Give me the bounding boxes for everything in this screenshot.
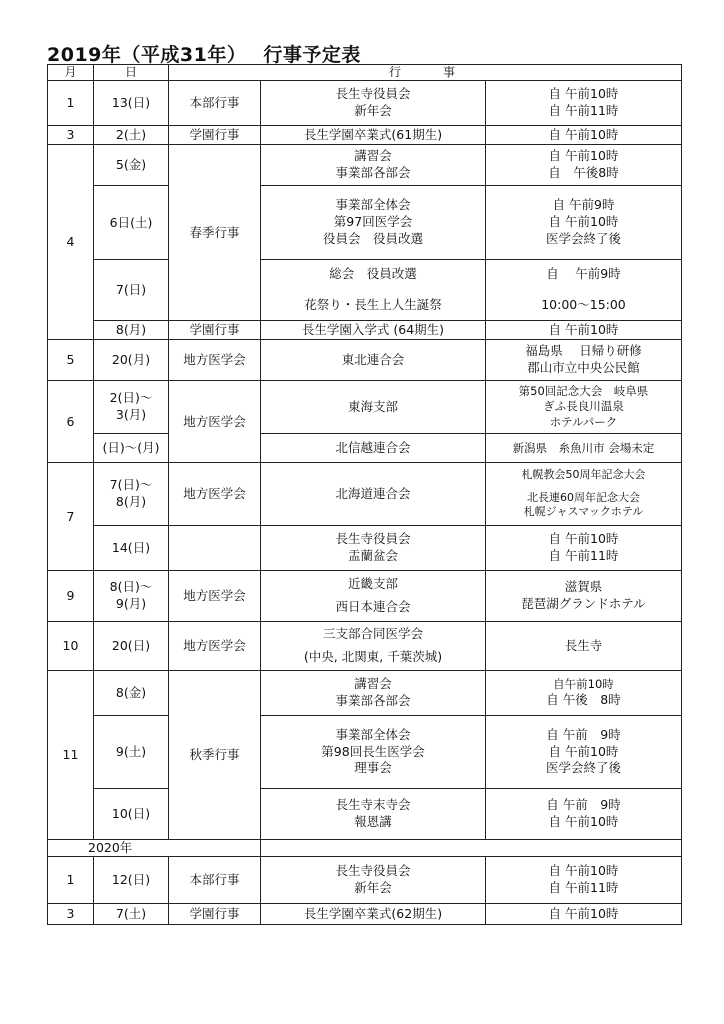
table-row [48, 463, 682, 526]
category-cell: 学園行事 [169, 321, 261, 340]
event-cell: 東海支部 [261, 381, 486, 434]
time-cell: 自 午前10時 [486, 321, 682, 340]
event-cell: 北信越連合会 [261, 434, 486, 463]
event-cell: 長生寺役員会 新年会 [261, 81, 486, 126]
category-cell: 地方医学会 [169, 571, 261, 622]
month-cell: 3 [48, 126, 94, 145]
month-cell: 1 [48, 856, 94, 903]
event-cell: 総会 役員改選 花祭り・長生上人生誕祭 [261, 260, 486, 321]
time-cell: 自 午前10時 自 午前11時 [486, 856, 682, 903]
header-event: 行 事 [169, 65, 682, 81]
year-blank [261, 840, 682, 857]
day-cell: 2(日)～ 3(月) [94, 381, 169, 434]
event-cell: 長生寺末寺会 報恩講 [261, 789, 486, 840]
table-row [48, 81, 682, 126]
header-day: 日 [94, 65, 169, 81]
time-cell: 自 午前 9時 自 午前10時 [486, 789, 682, 840]
time-cell: 札幌教会50周年記念大会 北長連60周年記念大会 札幌ジャスマックホテル [486, 463, 682, 526]
table-row [48, 145, 682, 186]
time-cell: 長生寺 [486, 622, 682, 671]
table-row [48, 526, 682, 571]
time-cell: 自 午前10時 自 午前11時 [486, 81, 682, 126]
event-cell: 長生寺役員会 新年会 [261, 856, 486, 903]
time-cell: 福島県 日帰り研修 郡山市立中央公民館 [486, 340, 682, 381]
category-cell: 地方医学会 [169, 340, 261, 381]
time-cell: 新潟県 糸魚川市 会場未定 [486, 434, 682, 463]
category-cell: 本部行事 [169, 856, 261, 903]
day-cell: 8(金) [94, 671, 169, 716]
header-month: 月 [48, 65, 94, 81]
event-cell: 三支部合同医学会 (中央, 北関東, 千葉茨城) [261, 622, 486, 671]
category-cell: 学園行事 [169, 126, 261, 145]
table-row [48, 381, 682, 434]
schedule-table [47, 64, 682, 925]
day-cell: 7(日)～ 8(月) [94, 463, 169, 526]
table-row [48, 340, 682, 381]
event-cell: 事業部全体会 第98回長生医学会 理事会 [261, 716, 486, 789]
day-cell: 14(日) [94, 526, 169, 571]
day-cell: 2(土) [94, 126, 169, 145]
table-row [48, 571, 682, 622]
page-title: 2019年（平成31年） 行事予定表 [47, 44, 361, 66]
time-cell: 自 午前9時 10:00～15:00 [486, 260, 682, 321]
time-cell: 自 午前10時 [486, 126, 682, 145]
category-cell: 地方医学会 [169, 381, 261, 463]
time-cell: 自 午前 9時 自 午前10時 医学会終了後 [486, 716, 682, 789]
event-cell: 講習会 事業部各部会 [261, 145, 486, 186]
time-cell: 自 午前9時 自 午前10時 医学会終了後 [486, 186, 682, 260]
category-cell: 本部行事 [169, 81, 261, 126]
category-cell: 秋季行事 [169, 671, 261, 840]
day-cell: 7(土) [94, 903, 169, 924]
day-cell: 20(日) [94, 622, 169, 671]
category-cell [169, 526, 261, 571]
table-row [48, 321, 682, 340]
table-row [48, 856, 682, 903]
table-row [48, 126, 682, 145]
table-row [48, 671, 682, 716]
month-cell: 5 [48, 340, 94, 381]
month-cell: 7 [48, 463, 94, 571]
year-label: 2020年 [48, 840, 261, 857]
table-row [48, 434, 682, 463]
month-cell: 9 [48, 571, 94, 622]
event-cell: 長生学園卒業式(62期生) [261, 903, 486, 924]
time-cell: 自 午前10時 [486, 903, 682, 924]
month-cell: 6 [48, 381, 94, 463]
table-row [48, 903, 682, 924]
day-cell: 8(月) [94, 321, 169, 340]
event-cell: 講習会 事業部各部会 [261, 671, 486, 716]
day-cell: 9(土) [94, 716, 169, 789]
table-header-row [48, 65, 682, 81]
day-cell: (日)～(月) [94, 434, 169, 463]
time-cell: 第50回記念大会 岐阜県 ぎふ長良川温泉 ホテルパーク [486, 381, 682, 434]
year-separator-row [48, 840, 682, 857]
category-cell: 地方医学会 [169, 622, 261, 671]
time-cell: 滋賀県 琵琶湖グランドホテル [486, 571, 682, 622]
month-cell: 4 [48, 145, 94, 340]
category-cell: 学園行事 [169, 903, 261, 924]
event-cell: 東北連合会 [261, 340, 486, 381]
day-cell: 7(日) [94, 260, 169, 321]
time-cell: 自午前10時 自 午後 8時 [486, 671, 682, 716]
day-cell: 13(日) [94, 81, 169, 126]
month-cell: 3 [48, 903, 94, 924]
day-cell: 12(日) [94, 856, 169, 903]
table-row [48, 260, 682, 321]
time-cell: 自 午前10時 自 午後8時 [486, 145, 682, 186]
event-cell: 近畿支部 西日本連合会 [261, 571, 486, 622]
table-row [48, 622, 682, 671]
event-cell: 長生寺役員会 盂蘭盆会 [261, 526, 486, 571]
category-cell: 春季行事 [169, 145, 261, 321]
table-row [48, 186, 682, 260]
month-cell: 11 [48, 671, 94, 840]
time-cell: 自 午前10時 自 午前11時 [486, 526, 682, 571]
category-cell: 地方医学会 [169, 463, 261, 526]
day-cell: 6日(土) [94, 186, 169, 260]
day-cell: 20(月) [94, 340, 169, 381]
table-row [48, 716, 682, 789]
month-cell: 10 [48, 622, 94, 671]
day-cell: 5(金) [94, 145, 169, 186]
event-cell: 長生学園卒業式(61期生) [261, 126, 486, 145]
month-cell: 1 [48, 81, 94, 126]
event-cell: 長生学園入学式 (64期生) [261, 321, 486, 340]
event-cell: 北海道連合会 [261, 463, 486, 526]
day-cell: 10(日) [94, 789, 169, 840]
day-cell: 8(日)～ 9(月) [94, 571, 169, 622]
event-cell: 事業部全体会 第97回医学会 役員会 役員改選 [261, 186, 486, 260]
table-row [48, 789, 682, 840]
